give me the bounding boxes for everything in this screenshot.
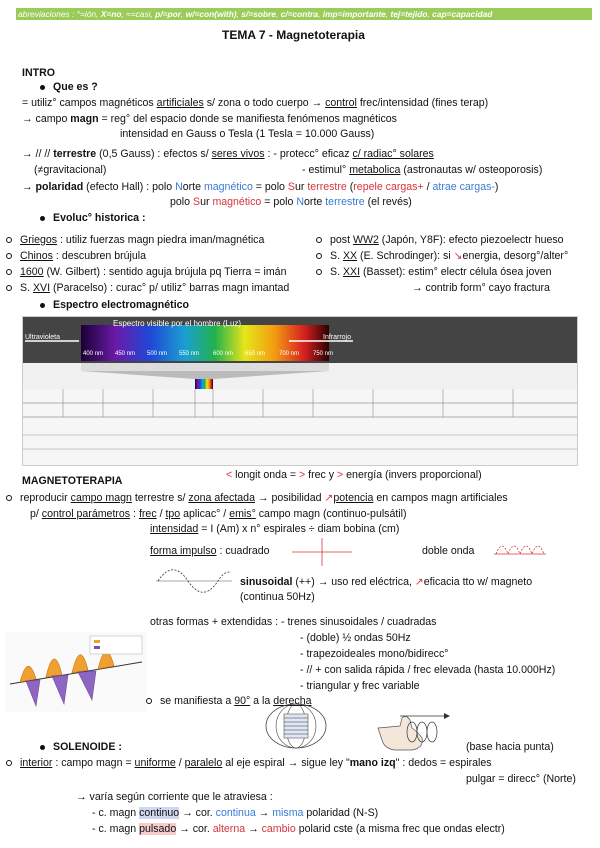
intro-line-6: → polaridad (efecto Hall) : polo Norte magnético = polo Sur terrestre (repele cargas+ / atrae cargas-) <box>22 181 499 193</box>
ring-bullet-icon <box>316 269 322 275</box>
abbr-item: X=no <box>100 9 122 19</box>
bullet-icon <box>40 216 45 221</box>
abbr-item: w/=con(with) <box>185 9 237 19</box>
que-es-heading: Que es ? <box>40 80 98 94</box>
ring-bullet-icon <box>6 285 12 291</box>
abbr-item: cap=capacidad <box>432 9 493 19</box>
ring-bullet-icon <box>6 253 12 259</box>
mt-line-4: forma impulso : cuadrado <box>150 545 270 557</box>
spectrum-graphic <box>23 317 578 466</box>
abbr-item: ≈=casi <box>126 9 151 19</box>
ring-bullet-icon <box>6 495 12 501</box>
left-hand-rule-graphic <box>372 698 452 754</box>
spectrum-caption: < longit onda = > frec y > energía (invers proporcional) <box>226 469 482 481</box>
nm-label: 550 nm <box>179 351 200 357</box>
ring-bullet-icon <box>6 237 12 243</box>
intro-line-3: intensidad en Gauss o Tesla (1 Tesla = 10.000 Gauss) <box>120 128 375 140</box>
ring-bullet-icon <box>6 760 12 766</box>
mt-otras-item: - triangular y frec variable <box>300 680 420 692</box>
sol-line-1: interior : campo magn = uniforme / paralelo al eje espiral → sigue ley "mano izq" : dedos = espirales <box>6 756 492 770</box>
nm-label: 600 nm <box>213 351 234 357</box>
abbreviations-label: abreviaciones : <box>18 9 75 19</box>
ring-bullet-icon <box>6 269 12 275</box>
bullet-icon <box>40 85 45 90</box>
bullet-icon <box>40 745 45 750</box>
em-wave-image <box>6 632 146 712</box>
history-right-2: S. XX (E. Schrodinger): si ↘energia, desorg°/alter° <box>316 249 568 263</box>
double-wave-graphic <box>494 534 546 560</box>
mt-line-2: p/ control parámetros : frec / tpo aplicac° / emis° campo magn (continuo-pulsátil) <box>30 508 407 520</box>
abbr-item: °=ión <box>76 9 97 19</box>
nm-label: 450 nm <box>115 351 136 357</box>
mt-otras: otras formas + extendidas : - trenes sinusoidales / cuadradas <box>150 616 437 628</box>
ring-bullet-icon <box>146 698 152 704</box>
solenoide-base: (base hacia punta) <box>466 741 554 753</box>
intro-heading: INTRO <box>22 67 55 79</box>
square-wave-graphic <box>292 538 352 566</box>
intro-line-5a: (≠gravitacional) <box>34 164 107 176</box>
sol-line-3: - c. magn continuo → cor. continua → misma polaridad (N-S) <box>92 807 379 819</box>
spectrum-heading: Espectro electromagnético <box>40 298 189 312</box>
intro-line-2: → campo magn = reg° del espacio donde se manifiesta fenómenos magnéticos <box>22 113 397 125</box>
sine-wave-graphic <box>156 566 232 596</box>
abbr-item: imp=importante <box>322 9 386 19</box>
mt-sinusoidal: sinusoidal (++) → uso red eléctrica, ↗eficacia tto w/ magneto <box>240 576 533 588</box>
spectrum-ir-label: Infrarrojo <box>323 334 352 341</box>
history-right-extra: → contrib form° cayo fractura <box>412 282 550 294</box>
intro-line-4: → // // terrestre (0,5 Gauss) : efectos s/ seres vivos : - protecc° eficaz c/ radiac° solares <box>22 148 434 160</box>
doble-onda-label: doble onda <box>422 545 475 557</box>
solenoide-heading: SOLENOIDE : <box>40 740 122 754</box>
nm-label: 500 nm <box>147 351 168 357</box>
ring-bullet-icon <box>316 237 322 243</box>
mt-sinusoidal-2: (continua 50Hz) <box>240 591 315 603</box>
magnetoterapia-heading: MAGNETOTERAPIA <box>22 475 123 487</box>
abbr-item: c/=contra <box>280 9 319 19</box>
mt-line-3: intensidad = I (Am) x n° espirales ÷ diam bobina (cm) <box>150 523 400 535</box>
nm-label: 750 nm <box>313 351 334 357</box>
sol-line-4: - c. magn pulsado → cor. alterna → cambio polarid cste (a misma frec que ondas electr) <box>92 823 505 835</box>
intro-line-5b: - estimul° metabolica (astronautas w/ osteoporosis) <box>302 164 543 176</box>
history-left-4: S. XVI (Paracelso) : curac° p/ utiliz° barras magn imantad <box>6 281 289 295</box>
bullet-icon <box>40 303 45 308</box>
history-left-2: Chinos : descubren brújula <box>6 249 146 263</box>
sol-line-2: → varía según corriente que le atraviesa : <box>76 791 273 803</box>
ring-bullet-icon <box>316 253 322 259</box>
intro-line-7: polo Sur magnético = polo Norte terrestre (el revés) <box>170 196 412 208</box>
mt-otras-item: - trapezoideales mono/bidirecc° <box>300 648 449 660</box>
history-left-1: Griegos : utiliz fuerzas magn piedra iman/magnética <box>6 233 264 247</box>
abbr-item: tej=tejido <box>390 9 428 19</box>
mt-otras-item: - (doble) ½ ondas 50Hz <box>300 632 411 644</box>
mt-otras-item: - // + con salida rápida / frec elevada (hasta 10.000Hz) <box>300 664 556 676</box>
nm-label: 700 nm <box>279 351 300 357</box>
abbr-item: p/=por <box>155 9 181 19</box>
solenoid-field-graphic <box>260 700 332 752</box>
nm-label: 650 nm <box>245 351 266 357</box>
intro-line-1: = utiliz° campos magnéticos artificiales s/ zona o todo cuerpo → control frec/intensidad (fines terap) <box>22 97 489 109</box>
history-right-1: post WW2 (Japón, Y8F): efecto piezoelectr hueso <box>316 233 564 247</box>
page-title: TEMA 7 - Magnetoterapia <box>222 28 365 42</box>
history-right-3: S. XXI (Basset): estim° electr célula ósea joven <box>316 265 552 279</box>
abbr-item: s/=sobre <box>241 9 276 19</box>
history-left-3: 1600 (W. Gilbert) : sentido aguja brújula pq Tierra = imán <box>6 265 286 279</box>
mt-line-1: reproducir campo magn terrestre s/ zona afectada → posibilidad ↗potencia en campos magn artificiales <box>6 491 508 505</box>
mt-manifiesta: se manifiesta a 90° a la derecha <box>146 694 312 708</box>
history-heading: Evoluc° historica : <box>40 211 146 225</box>
spectrum-uv-label: Ultravioleta <box>25 334 61 341</box>
nm-label: 400 nm <box>83 351 104 357</box>
spectrum-visible-label: Espectro visible por el hombre (Luz) <box>113 319 242 328</box>
spectrum-image <box>22 316 578 466</box>
sol-line-1b: pulgar = direcc° (Norte) <box>466 773 576 785</box>
abbreviations-bar: abreviaciones : °=ión, X=no, ≈=casi, p/=por, w/=con(with), s/=sobre, c/=contra, imp=importante, tej=tejido, cap=capacidad <box>16 8 592 20</box>
